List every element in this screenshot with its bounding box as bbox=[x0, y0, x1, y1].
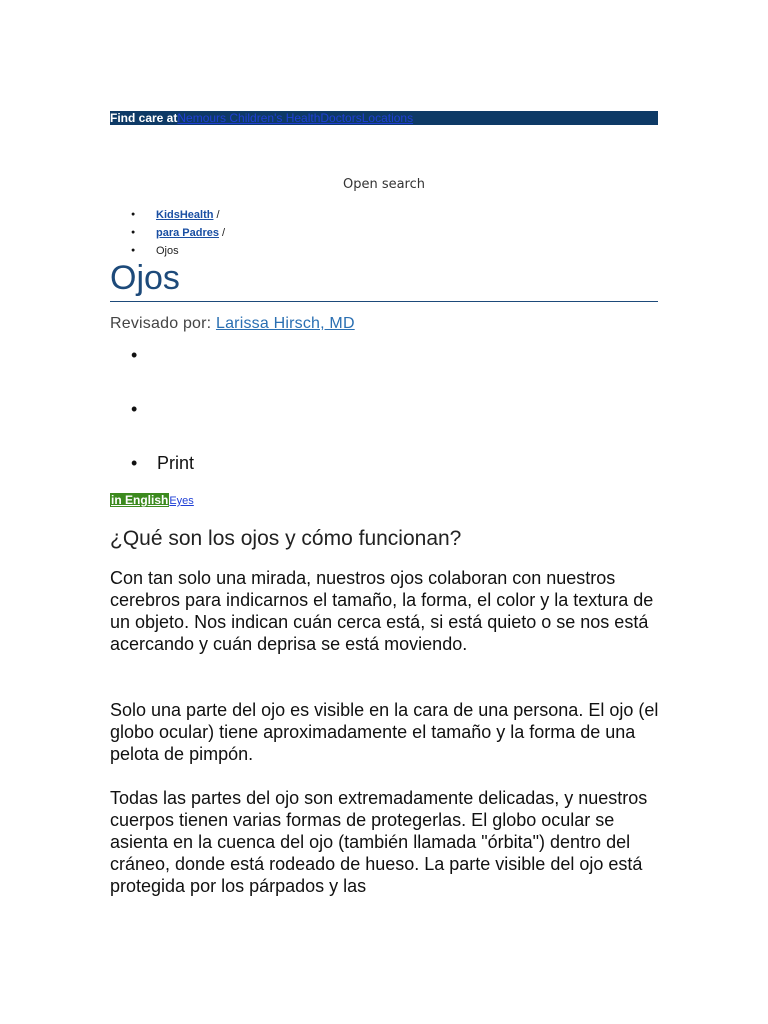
eyes-link[interactable]: Eyes bbox=[169, 495, 194, 507]
breadcrumb-separator: / bbox=[218, 227, 226, 239]
breadcrumb bbox=[110, 207, 225, 261]
reviewed-by bbox=[110, 315, 355, 333]
in-english-link[interactable]: in English bbox=[111, 493, 169, 507]
find-care-bar bbox=[110, 111, 658, 125]
breadcrumb-item bbox=[110, 225, 225, 243]
page-title: Ojos bbox=[110, 257, 658, 302]
breadcrumb-separator: / bbox=[213, 209, 220, 221]
breadcrumb-para-padres-link[interactable]: para Padres bbox=[156, 227, 219, 239]
print-button[interactable]: • Print bbox=[110, 452, 194, 474]
language-switch bbox=[110, 493, 194, 508]
paragraph-3: Todas las partes del ojo son extremadamente delicadas, y nuestros cuerpos tienen varias formas de protegerlas. El globo ocular se asienta en la cuenca del ojo (también llamada "órbita") dentro del cráneo, donde está rodeado de hueso. La parte visible del ojo está protegida por los párpados y las bbox=[110, 788, 648, 896]
nemours-link[interactable]: Nemours Children's Health bbox=[177, 111, 321, 125]
locations-link[interactable]: Locations bbox=[361, 111, 414, 125]
paragraph-2: Solo una parte del ojo es visible en la cara de una persona. El ojo (el globo ocular) tiene aproximadamente el tamaño y la forma de una pelota de pimpón. bbox=[110, 700, 659, 764]
share-item-1[interactable] bbox=[110, 344, 194, 398]
paragraph-1: Con tan solo una mirada, nuestros ojos colaboran con nuestros cerebros para indicarnos el tamaño, la forma, el color y la textura de un objeto. Nos indican cuán cerca está, si está quieto o se nos está acercando y cuán deprisa se está moviendo. bbox=[110, 568, 654, 654]
breadcrumb-item bbox=[110, 207, 225, 225]
reviewed-by-label: Revisado por: bbox=[110, 315, 216, 332]
breadcrumb-kidshealth-link[interactable]: KidsHealth bbox=[156, 209, 214, 221]
share-list bbox=[110, 344, 194, 474]
reviewer-link[interactable]: Larissa Hirsch, MD bbox=[215, 315, 355, 332]
share-item-2[interactable] bbox=[110, 398, 194, 452]
doctors-link[interactable]: Doctors bbox=[320, 111, 362, 125]
open-search-button[interactable]: Open search bbox=[342, 177, 426, 192]
breadcrumb-current: Ojos bbox=[156, 245, 179, 257]
find-care-label: Find care at bbox=[110, 111, 178, 125]
section-heading: ¿Qué son los ojos y cómo funcionan? bbox=[110, 527, 462, 550]
